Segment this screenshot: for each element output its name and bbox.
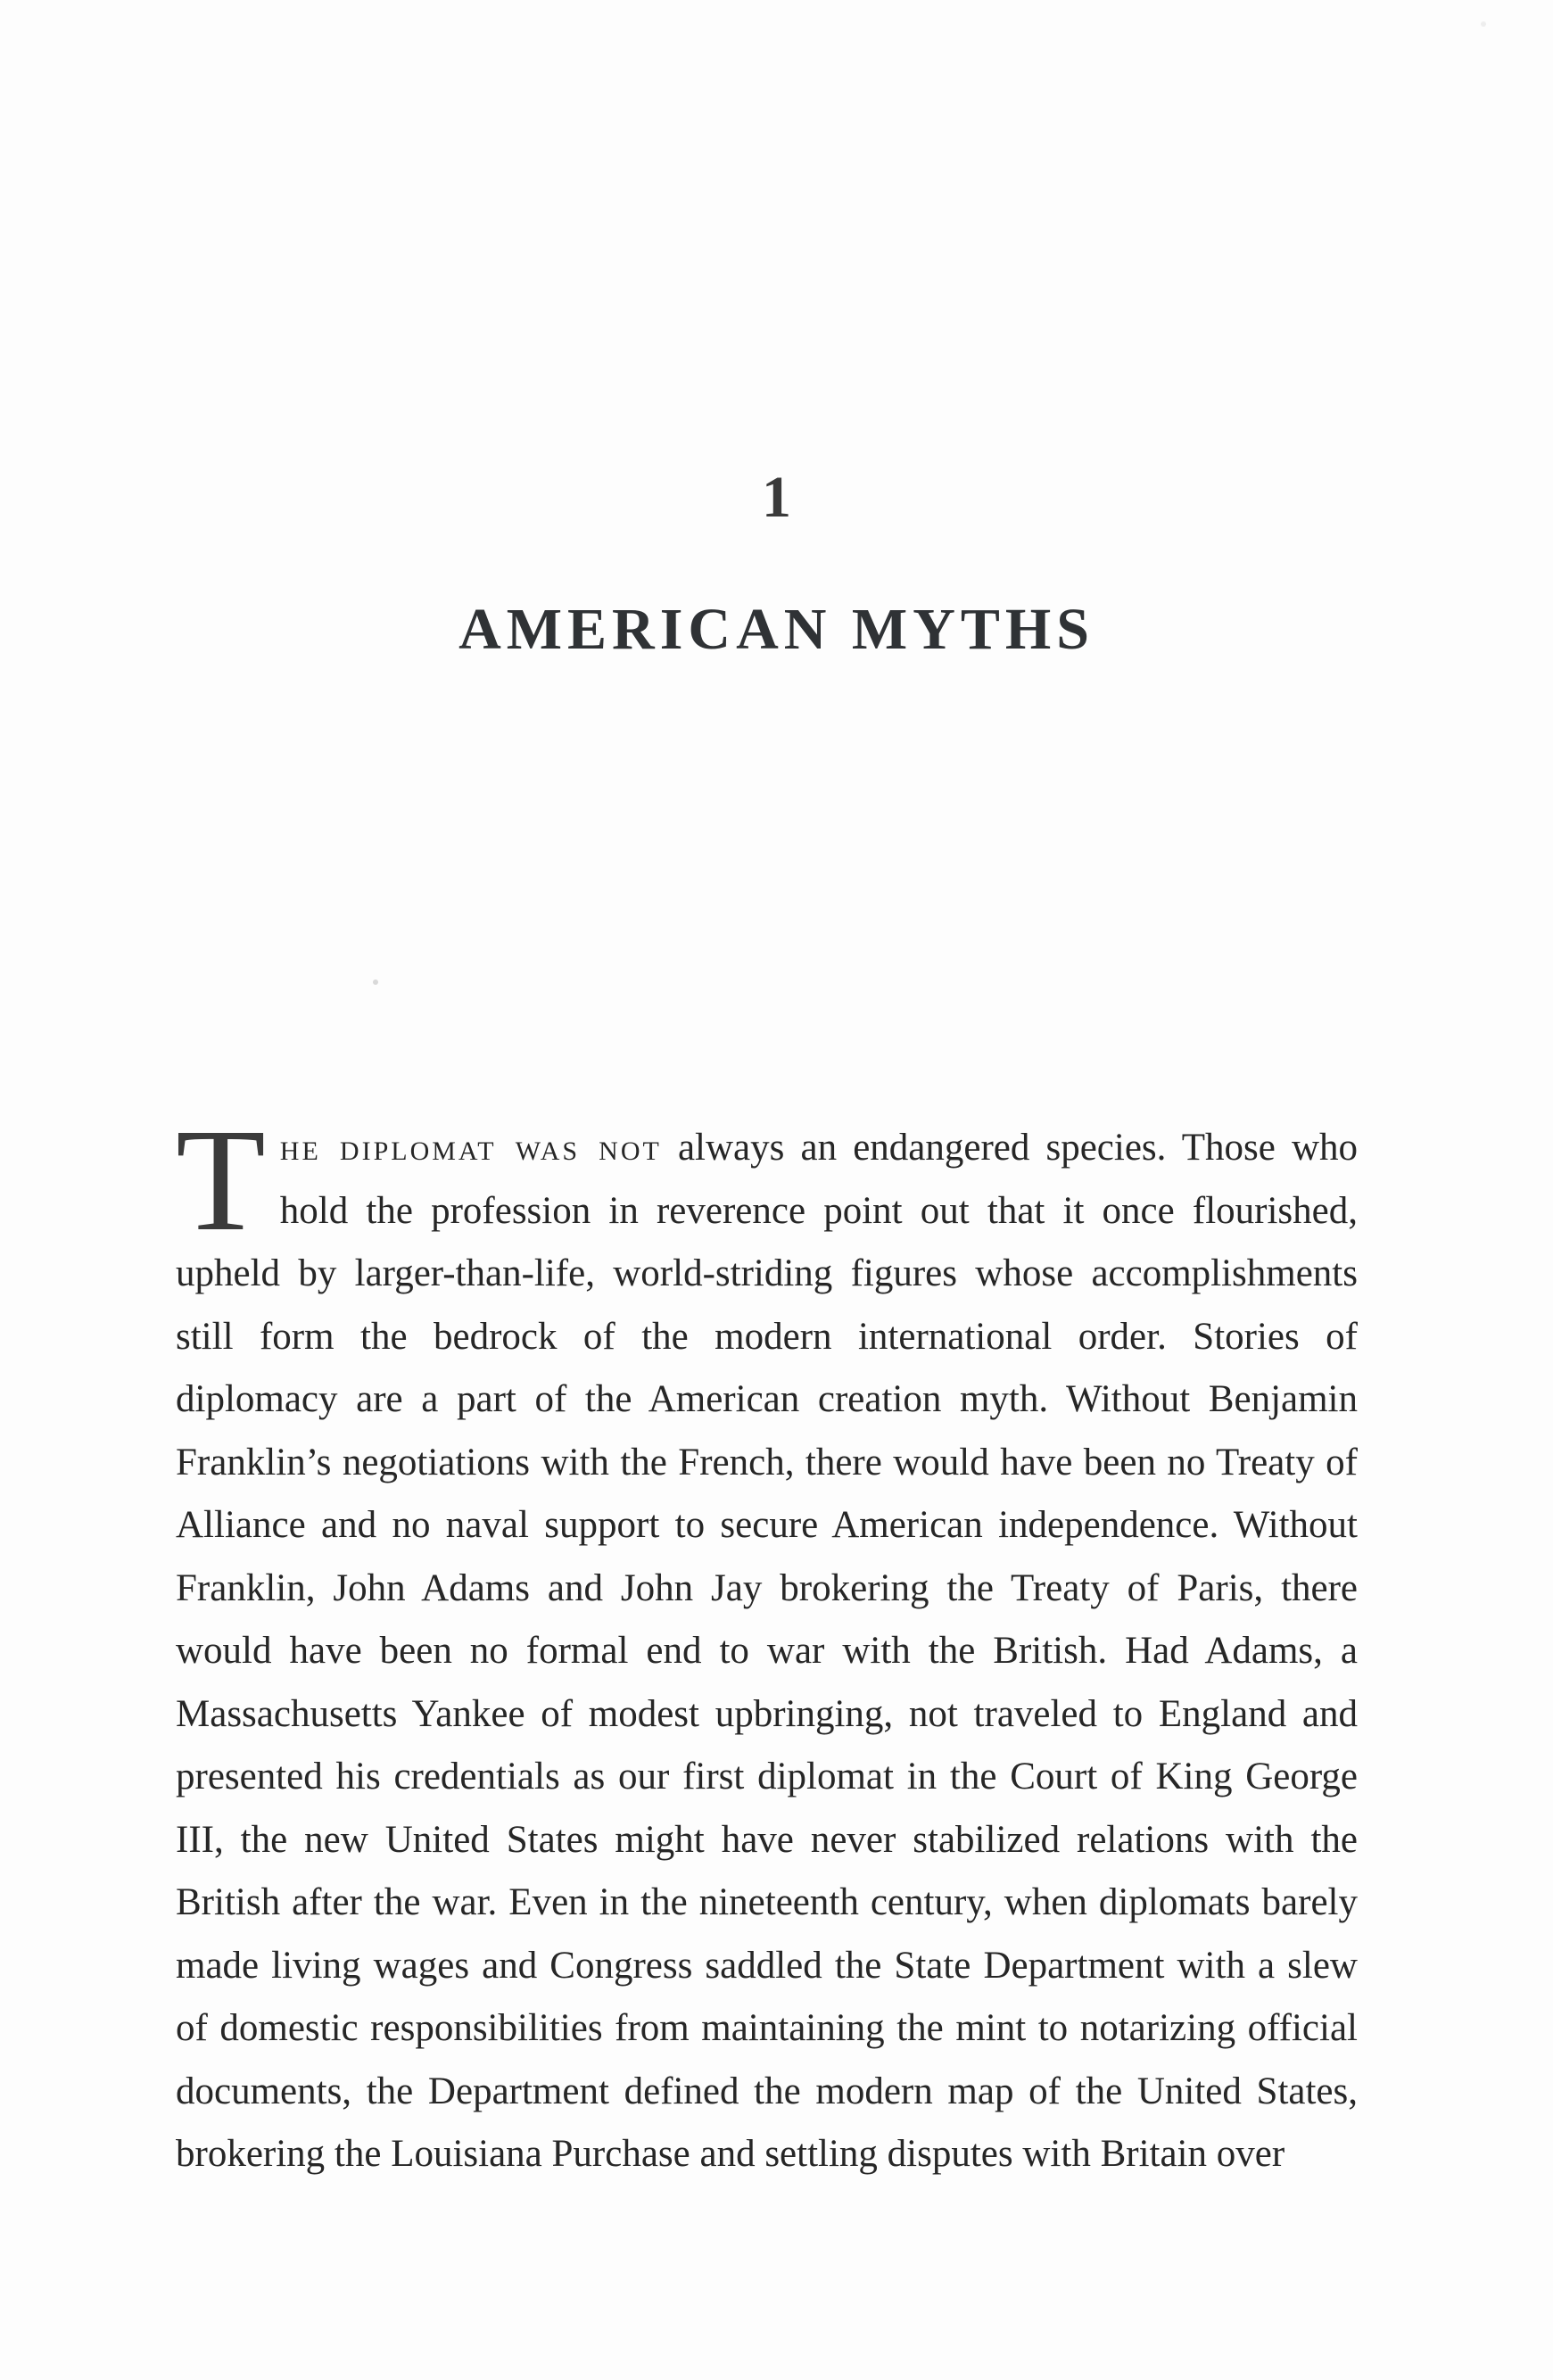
body-paragraph bbox=[176, 1098, 1359, 2186]
chapter-number: 1 bbox=[762, 465, 791, 530]
paragraph-text: always an endangered species. Those who hold the profession in reverence point out that it once flourished, upheld by larger-than-life, world-striding figures whose accomplishments still form the bedrock of the modern international order. Stories of diplomacy are a part of the American creation myth. Without Benjamin Franklin’s negotiations with the French, there would have been no Treaty of Alliance and no naval support to secure American independence. Without Franklin, John Adams and John Jay brokering the Treaty of Paris, there would have been no formal end to war with the British. Had Adams, a Massachusetts Yankee of modest upbringing, not traveled to England and presented his credentials as our first diplomat in the Court of King George III, the new United States might have never stabilized relations with the British after the war. Even in the nineteenth century, when diplomats barely made living wages and Congress saddled the State Department with a slew of domestic responsibilities from maintaining the mint to notarizing official documents, the Department defined the modern map of the United States, brokering the Louisiana Purchase and settling disputes with Britain over bbox=[176, 1127, 1359, 2175]
chapter-title: AMERICAN MYTHS bbox=[458, 597, 1095, 662]
paper-speck bbox=[1481, 21, 1486, 27]
small-caps-lead-in: he diplomat was not bbox=[279, 1127, 662, 1169]
paper-speck bbox=[373, 979, 378, 985]
drop-cap: T bbox=[176, 1098, 266, 1261]
